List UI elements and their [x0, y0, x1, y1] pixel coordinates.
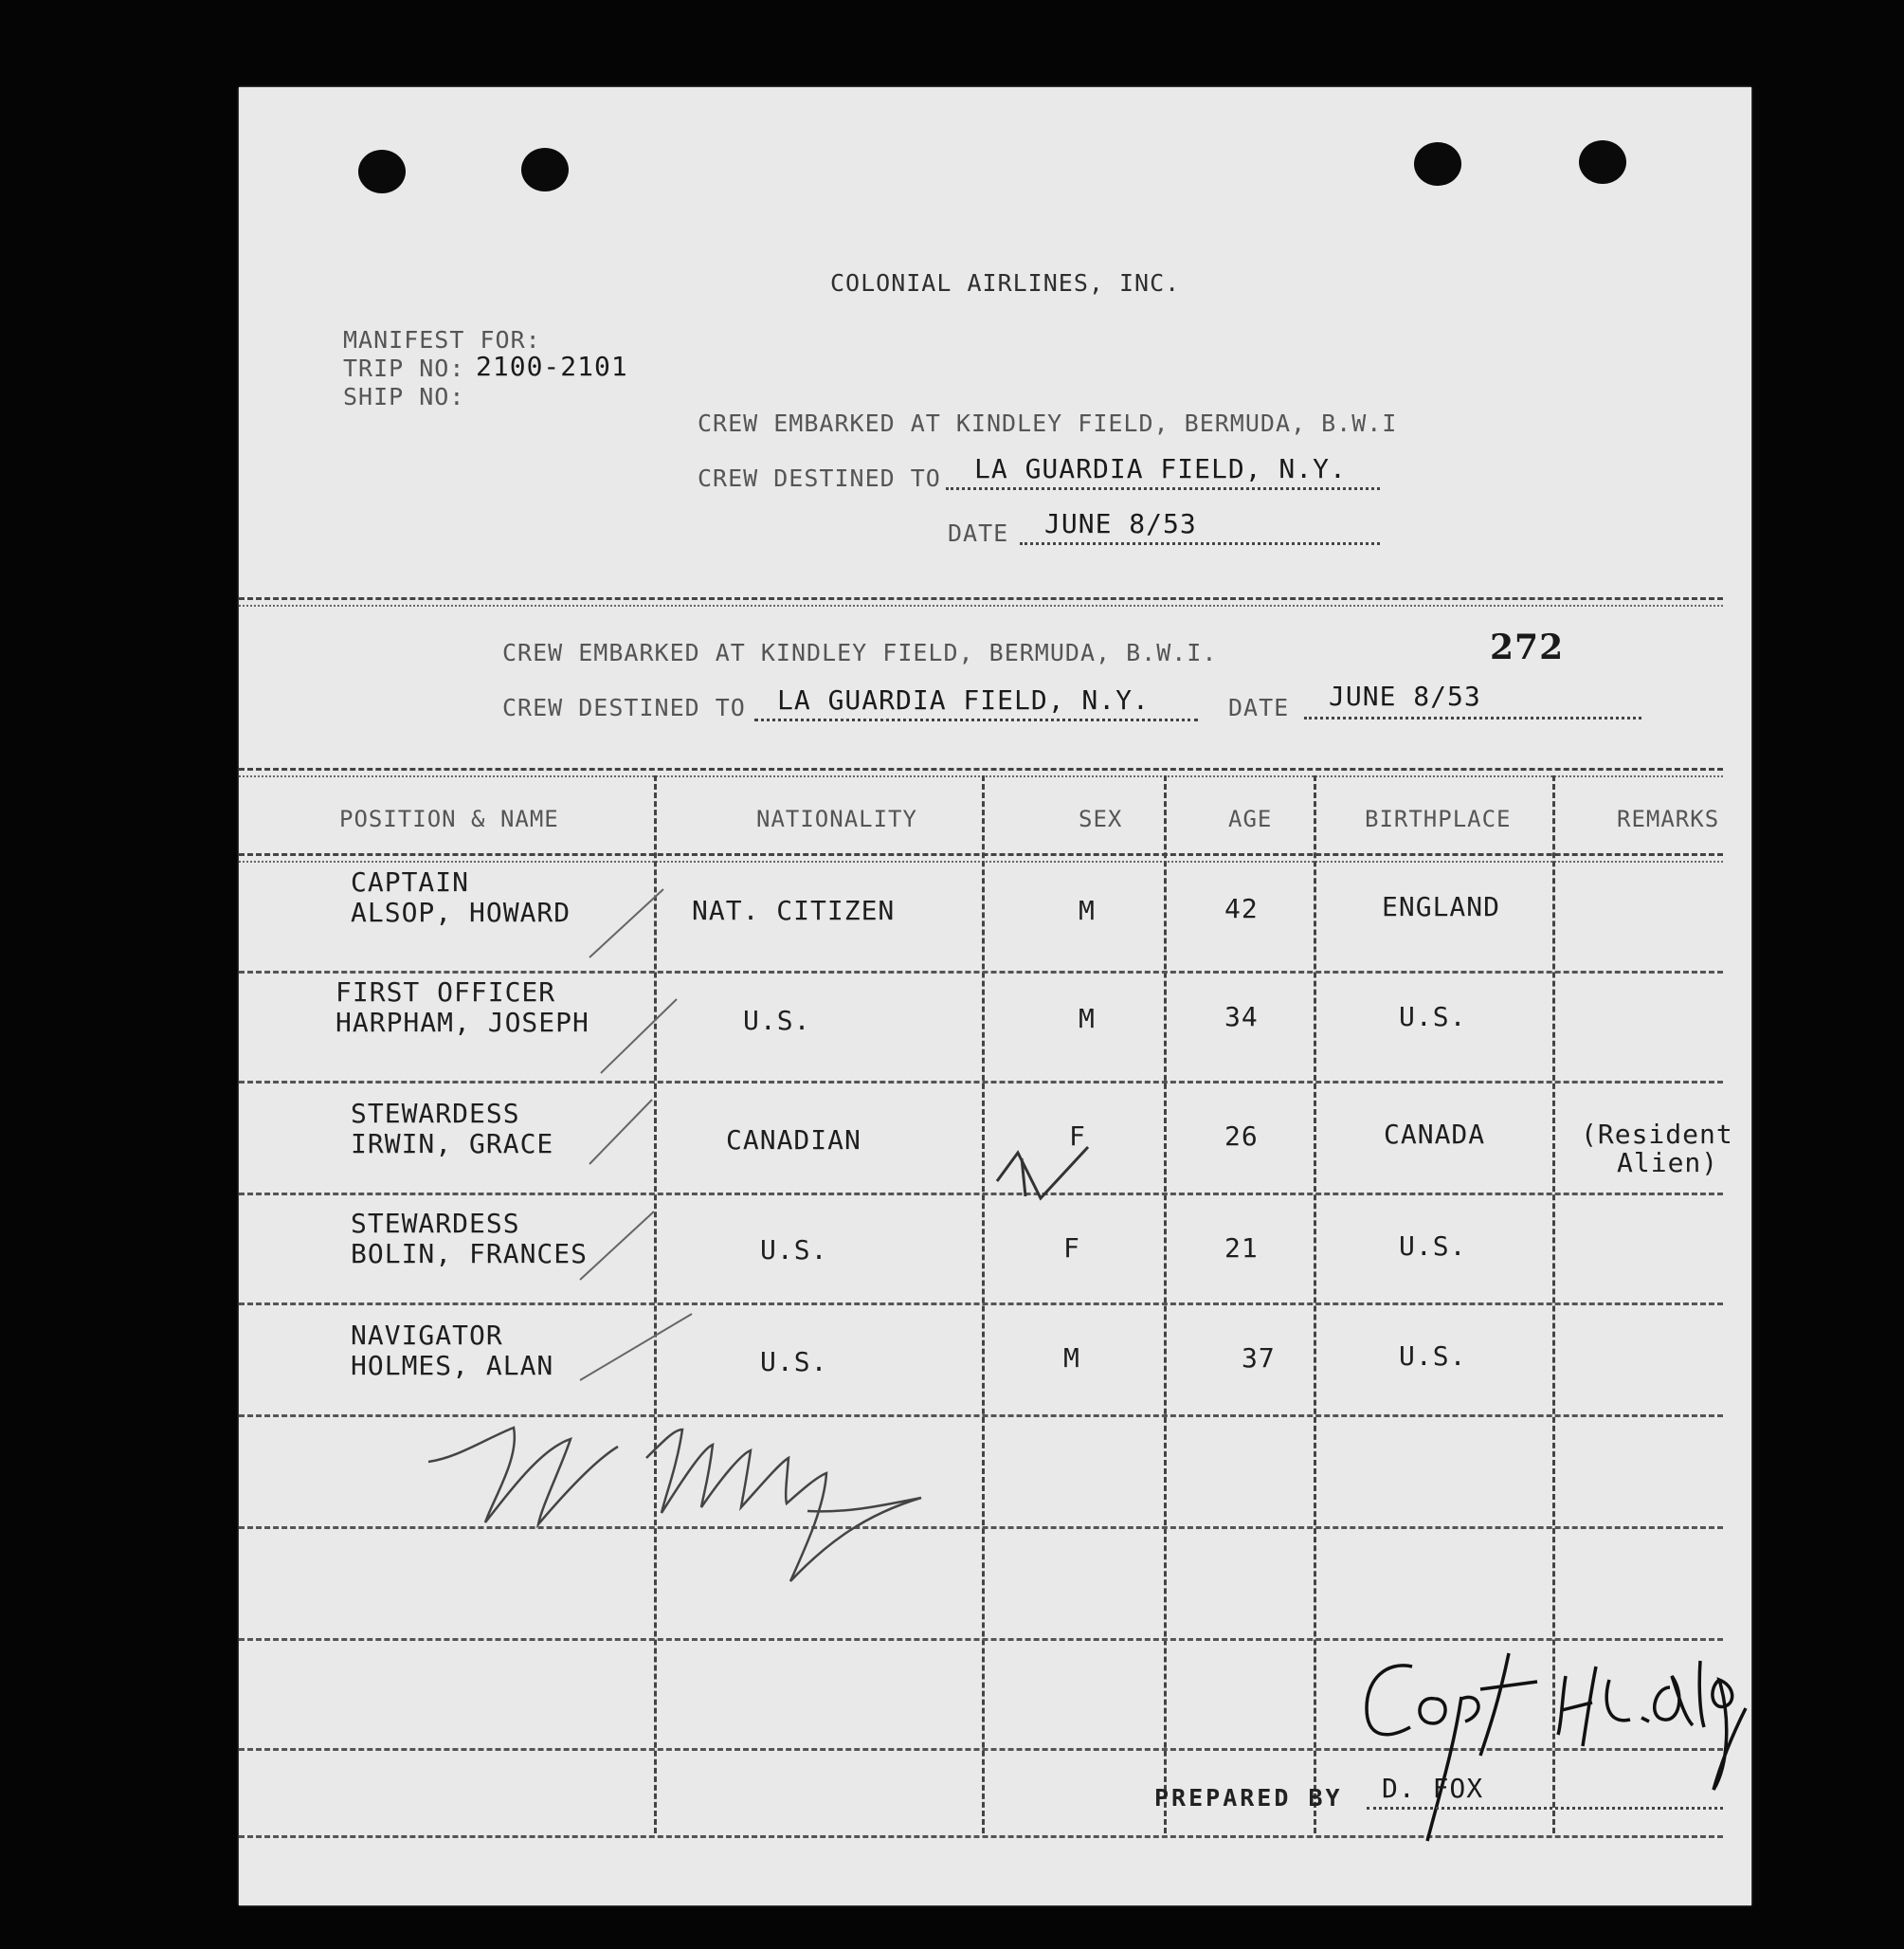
inspector-signature — [428, 1401, 959, 1619]
row-name: HARPHAM, JOSEPH — [335, 1007, 589, 1038]
company-name: COLONIAL AIRLINES, INC. — [830, 269, 1181, 297]
row-nationality: CANADIAN — [726, 1124, 861, 1156]
header-age: AGE — [1228, 806, 1273, 832]
crew-destined-value-2: LA GUARDIA FIELD, N.Y. — [777, 684, 1150, 716]
row-sex: M — [1063, 1342, 1080, 1374]
date-label-2: DATE — [1228, 694, 1290, 721]
row-age: 42 — [1224, 893, 1259, 924]
row-nationality: U.S. — [743, 1005, 811, 1036]
ship-number-label: SHIP NO: — [343, 383, 465, 410]
crew-destined-value: LA GUARDIA FIELD, N.Y. — [974, 453, 1347, 484]
prepared-by-underline — [1367, 1807, 1723, 1810]
row-birthplace: U.S. — [1399, 1340, 1467, 1372]
prepared-by-label: PREPARED BY — [1154, 1784, 1343, 1812]
row-nationality: U.S. — [760, 1346, 828, 1377]
manifest-number: 272 — [1490, 628, 1565, 667]
row-sex: F — [1063, 1232, 1080, 1264]
row-sex: M — [1079, 1003, 1096, 1034]
row-remarks: (Resident — [1581, 1119, 1733, 1150]
row-nationality: NAT. CITIZEN — [692, 895, 896, 926]
row-name: ALSOP, HOWARD — [351, 897, 571, 928]
header-position-name: POSITION & NAME — [339, 806, 559, 832]
row-age: 26 — [1224, 1120, 1259, 1152]
row-name: HOLMES, ALAN — [351, 1350, 554, 1381]
trip-number-label: TRIP NO: — [343, 355, 465, 382]
row-age: 34 — [1224, 1001, 1259, 1032]
crew-destined-label: CREW DESTINED TO — [698, 464, 941, 492]
header-sex: SEX — [1079, 806, 1123, 832]
row-position: NAVIGATOR — [351, 1320, 503, 1351]
manifest-page — [239, 87, 1751, 1905]
date-value-2: JUNE 8/53 — [1329, 681, 1481, 712]
row-name: IRWIN, GRACE — [351, 1128, 554, 1159]
row-birthplace: U.S. — [1399, 1001, 1467, 1032]
crew-embarked-text: CREW EMBARKED AT KINDLEY FIELD, BERMUDA, B.W.I — [698, 410, 1398, 437]
prepared-by-value: D. FOX — [1382, 1773, 1484, 1804]
row-remarks: Alien) — [1617, 1147, 1719, 1178]
row-birthplace: U.S. — [1399, 1230, 1467, 1262]
row-birthplace: CANADA — [1384, 1119, 1486, 1150]
manifest-for-label: MANIFEST FOR: — [343, 326, 541, 354]
row-nationality: U.S. — [760, 1234, 828, 1266]
captain-signature — [1348, 1623, 1755, 1869]
row-age: 21 — [1224, 1232, 1259, 1264]
trip-number-value: 2100-2101 — [476, 351, 628, 382]
row-age: 37 — [1242, 1342, 1276, 1374]
row-sex: F — [1069, 1120, 1086, 1152]
date-label: DATE — [948, 519, 1009, 547]
header-birthplace: BIRTHPLACE — [1365, 806, 1512, 832]
row-position: CAPTAIN — [351, 866, 470, 898]
date-value: JUNE 8/53 — [1044, 508, 1197, 539]
header-remarks: REMARKS — [1617, 806, 1720, 832]
header-nationality: NATIONALITY — [756, 806, 917, 832]
row-birthplace: ENGLAND — [1382, 891, 1501, 922]
row-position: FIRST OFFICER — [335, 976, 556, 1008]
crew-destined-label-2: CREW DESTINED TO — [502, 694, 746, 721]
row-position: STEWARDESS — [351, 1098, 520, 1129]
crew-embarked-text-2: CREW EMBARKED AT KINDLEY FIELD, BERMUDA, B.W.I. — [502, 639, 1218, 666]
row-sex: M — [1079, 895, 1096, 926]
row-position: STEWARDESS — [351, 1208, 520, 1239]
row-name: BOLIN, FRANCES — [351, 1238, 589, 1269]
